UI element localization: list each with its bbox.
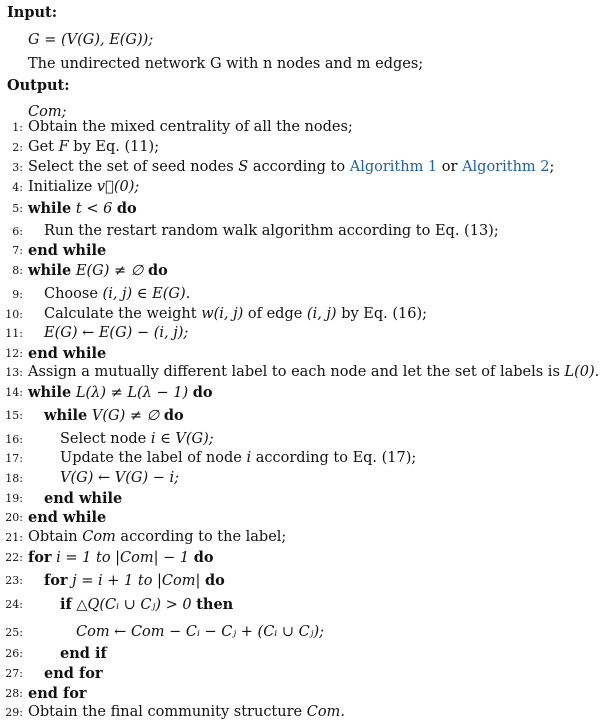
step-text <box>60 450 416 466</box>
step-text-part: Get <box>28 139 59 155</box>
keyword: while <box>28 262 72 279</box>
step-number: 1: <box>12 121 23 134</box>
input-line: The undirected network G with n nodes and m edges; <box>28 56 424 72</box>
step-text-part: or <box>437 159 463 175</box>
step-text-part: S <box>238 159 249 175</box>
step-text-part: Update the label of node <box>60 450 247 466</box>
step-number: 7: <box>12 244 23 257</box>
step-text-part: Com ← Com − Cᵢ − Cⱼ + (Cᵢ ∪ Cⱼ); <box>76 624 325 640</box>
step-text-part: w(i, j) <box>201 306 244 322</box>
keyword: do <box>193 549 214 566</box>
step-text-part: F <box>58 139 69 155</box>
step-number: 15: <box>5 409 23 422</box>
keyword: end for <box>28 685 87 702</box>
step-number: 24: <box>5 598 23 611</box>
step-text <box>44 665 103 682</box>
step-text <box>28 704 345 720</box>
algorithm-link[interactable]: Algorithm 1 <box>349 159 438 175</box>
keyword: end while <box>28 242 107 259</box>
keyword: do <box>205 572 225 589</box>
step-text <box>28 529 286 545</box>
step-text-part: E(G) ≠ ∅ <box>71 263 148 279</box>
keyword: end for <box>44 665 103 682</box>
step-text <box>28 345 106 362</box>
step-text-part: V(G) ≠ ∅ <box>87 408 164 424</box>
step-text <box>28 549 214 566</box>
step-text-part: t < 6 <box>71 201 117 217</box>
input-line: G = (V(G), E(G)); <box>28 32 154 48</box>
step-text <box>28 139 159 155</box>
step-text-part: Calculate the weight <box>44 306 202 322</box>
step-number: 10: <box>5 308 23 321</box>
step-number: 8: <box>12 264 23 277</box>
input-label: Input: <box>7 4 58 21</box>
step-text <box>60 645 107 662</box>
keyword: while <box>28 384 72 401</box>
step-text-part: ; <box>549 159 555 175</box>
step-text <box>44 286 190 302</box>
step-text <box>28 384 213 401</box>
step-text-part: L(0). <box>564 364 600 380</box>
step-text-part: (i, j) <box>306 306 337 322</box>
step-text-part: Select the set of seed nodes <box>28 159 239 175</box>
step-text <box>28 179 139 195</box>
step-text-part: by Eq. (11); <box>68 139 160 155</box>
step-number: 19: <box>5 492 23 505</box>
step-text <box>60 431 214 447</box>
step-number: 5: <box>12 202 23 215</box>
step-text-part: Com <box>306 704 341 720</box>
keyword: while <box>44 407 88 424</box>
step-text <box>44 572 225 589</box>
step-text-part: i <box>246 450 252 466</box>
step-text <box>28 262 168 279</box>
keyword: end if <box>60 645 107 662</box>
step-text-part: according to <box>248 159 350 175</box>
step-text <box>28 200 137 217</box>
step-number: 2: <box>12 141 23 154</box>
step-number: 22: <box>5 551 23 564</box>
step-text-part: Select node <box>60 431 151 447</box>
step-text-part: j = i + 1 to |Com| <box>67 573 205 589</box>
step-number: 9: <box>12 288 23 301</box>
step-text-part: Obtain the mixed centrality of all the nodes; <box>28 119 353 135</box>
step-number: 18: <box>5 472 23 485</box>
step-text <box>44 490 122 507</box>
step-text-part: . <box>340 704 345 720</box>
step-number: 23: <box>5 574 23 587</box>
output-line: Com; <box>28 104 67 120</box>
step-text-part: (i, j) ∈ E(G). <box>102 286 191 302</box>
step-text-part: of edge <box>243 306 307 322</box>
step-text <box>28 364 599 380</box>
step-number: 14: <box>5 386 23 399</box>
step-text-part: v⃗(0); <box>96 179 140 195</box>
step-text-part: Choose <box>44 286 103 302</box>
step-text-part: Obtain <box>28 529 83 545</box>
keyword: for <box>44 572 68 589</box>
step-number: 29: <box>5 706 23 719</box>
step-text-part: Run the restart random walk algorithm according to Eq. (13); <box>44 223 499 239</box>
step-text <box>76 624 324 640</box>
step-text-part: Com <box>82 529 116 545</box>
keyword: for <box>28 549 52 566</box>
step-text-part: Initialize <box>28 179 97 195</box>
step-number: 20: <box>5 511 23 524</box>
step-text <box>28 159 554 175</box>
keyword: while <box>28 200 72 217</box>
step-text-part: Assign a mutually different label to each node and let the set of labels is <box>28 364 565 380</box>
step-number: 26: <box>5 647 23 660</box>
output-label: Output: <box>7 77 70 94</box>
step-text <box>44 223 499 239</box>
step-text-part: i = 1 to |Com| − 1 <box>51 550 194 566</box>
keyword: if <box>60 596 72 613</box>
step-number: 16: <box>5 433 23 446</box>
step-number: 25: <box>5 626 23 639</box>
step-text <box>28 685 87 702</box>
keyword: do <box>116 200 137 217</box>
step-text-part: i ∈ V(G); <box>150 431 214 447</box>
step-text <box>60 596 233 613</box>
step-text <box>60 470 179 486</box>
step-number: 11: <box>5 327 23 340</box>
keyword: end while <box>44 490 123 507</box>
step-text-part: Obtain the final community structure <box>28 704 307 720</box>
step-text-part: according to the label; <box>115 529 287 545</box>
step-number: 4: <box>12 181 23 194</box>
keyword: end while <box>28 509 107 526</box>
step-text-part: E(G) ← E(G) − (i, j); <box>44 325 189 341</box>
keyword: do <box>147 262 168 279</box>
step-text <box>44 407 184 424</box>
step-number: 13: <box>5 366 23 379</box>
step-text <box>28 119 353 135</box>
step-text <box>44 325 188 341</box>
step-text-part: △Q(Cᵢ ∪ Cⱼ) > 0 <box>71 597 197 613</box>
step-number: 3: <box>12 161 23 174</box>
keyword: do <box>163 407 184 424</box>
step-number: 27: <box>5 667 23 680</box>
step-text-part: V(G) ← V(G) − i; <box>60 470 179 486</box>
keyword: end while <box>28 345 107 362</box>
keyword: do <box>192 384 213 401</box>
step-text <box>28 242 106 259</box>
step-number: 12: <box>5 347 23 360</box>
algorithm-link[interactable]: Algorithm 2 <box>462 159 550 175</box>
step-text-part: L(λ) ≠ L(λ − 1) <box>71 385 193 401</box>
step-text <box>28 509 106 526</box>
step-text <box>44 306 427 322</box>
step-number: 17: <box>5 452 23 465</box>
step-number: 28: <box>5 687 23 700</box>
keyword: then <box>196 596 234 613</box>
step-number: 6: <box>12 225 23 238</box>
step-text-part: according to Eq. (17); <box>251 450 417 466</box>
step-number: 21: <box>5 531 23 544</box>
step-text-part: by Eq. (16); <box>336 306 428 322</box>
